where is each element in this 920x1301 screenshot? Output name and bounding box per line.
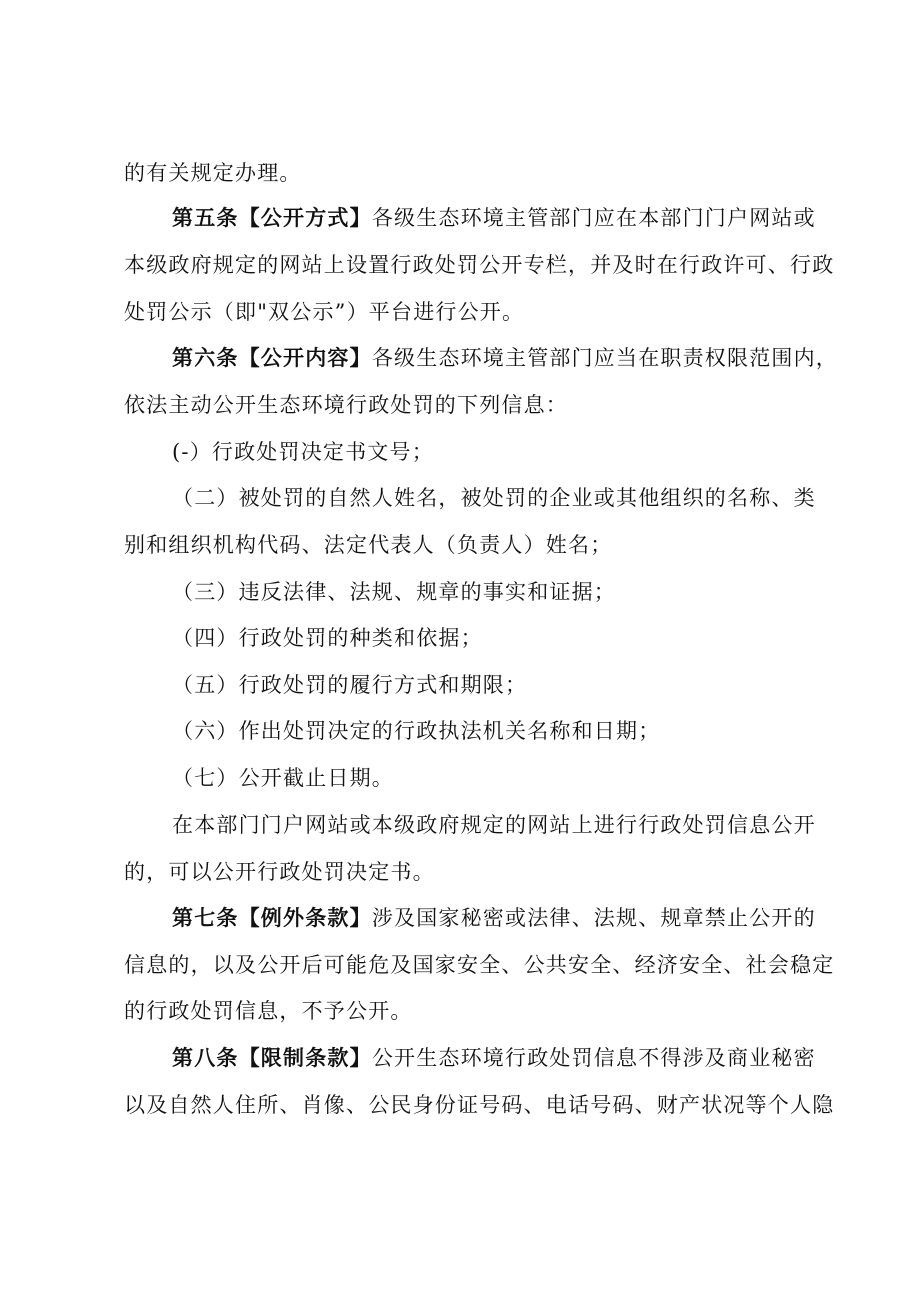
text-run: 的，可以公开行政处罚决定书。 xyxy=(124,860,435,884)
article-6-line xyxy=(124,390,814,420)
text-run: 信息的，以及公开后可能危及国家安全、公共安全、经济安全、社会稳定 xyxy=(124,953,835,977)
text-run: 各级生态环境主管部门应在本部门门户网站或 xyxy=(371,206,816,230)
list-item xyxy=(172,483,814,513)
list-item xyxy=(172,437,862,467)
article-7-heading: 第七条【例外条款】 xyxy=(172,905,372,930)
list-item xyxy=(172,763,862,793)
text-run: （五）行政处罚的履行方式和期限； xyxy=(172,673,528,697)
article-6-line xyxy=(172,343,839,373)
text-run: 涉及国家秘密或法律、法规、规章禁止公开的 xyxy=(371,906,816,930)
text-run: （六）作出处罚决定的行政执法机关名称和日期； xyxy=(172,719,661,743)
text-run: 各级生态环境主管部门应当在职责权限范围内， xyxy=(371,346,839,370)
list-item xyxy=(172,623,862,653)
article-5-line xyxy=(172,203,814,233)
text-run: 在本部门门户网站或本级政府规定的网站上进行行政处罚信息公开 xyxy=(172,813,816,837)
text-run: 依法主动公开生态环境行政处罚的下列信息： xyxy=(124,393,568,417)
text-run: （二）被处罚的自然人姓名，被处罚的企业或其他组织的名称、类 xyxy=(172,486,816,510)
list-item xyxy=(172,670,862,700)
text-run: （三）违反法律、法规、规章的事实和证据； xyxy=(172,580,616,604)
paragraph-line xyxy=(172,810,814,840)
list-item xyxy=(124,530,814,560)
paragraph-line xyxy=(124,158,814,188)
text-run: （七）公开截止日期。 xyxy=(172,766,394,790)
article-7-line xyxy=(124,950,835,980)
text-run: 公开生态环境行政处罚信息不得涉及商业秘密 xyxy=(371,1046,816,1070)
article-5-line xyxy=(124,250,835,280)
text-run: 别和组织机构代码、法定代表人（负责人）姓名； xyxy=(124,533,613,557)
article-5-heading: 第五条【公开方式】 xyxy=(172,205,372,230)
article-8-heading: 第八条【限制条款】 xyxy=(172,1045,372,1070)
article-8-line xyxy=(172,1043,814,1073)
text-run: 处罚公示（即"双公示”）平台进行公开。 xyxy=(124,300,525,324)
list-item xyxy=(172,716,862,746)
text-run: （四）行政处罚的种类和依据； xyxy=(172,626,483,650)
article-7-line xyxy=(172,903,814,933)
list-item xyxy=(172,577,862,607)
article-5-line xyxy=(124,297,814,327)
text-run: 本级政府规定的网站上设置行政处罚公开专栏，并及时在行政许可、行政 xyxy=(124,253,835,277)
text-run: 以及自然人住所、肖像、公民身份证号码、电话号码、财产状况等个人隐 xyxy=(124,1093,835,1117)
text-run: 的行政处罚信息，不予公开。 xyxy=(124,999,413,1023)
article-6-heading: 第六条【公开内容】 xyxy=(172,345,372,370)
article-7-line xyxy=(124,996,814,1026)
text-run: 的有关规定办理。 xyxy=(124,161,302,185)
article-8-line xyxy=(124,1090,835,1120)
paragraph-line xyxy=(124,857,814,887)
text-run: (-）行政处罚决定书文号； xyxy=(172,440,434,464)
